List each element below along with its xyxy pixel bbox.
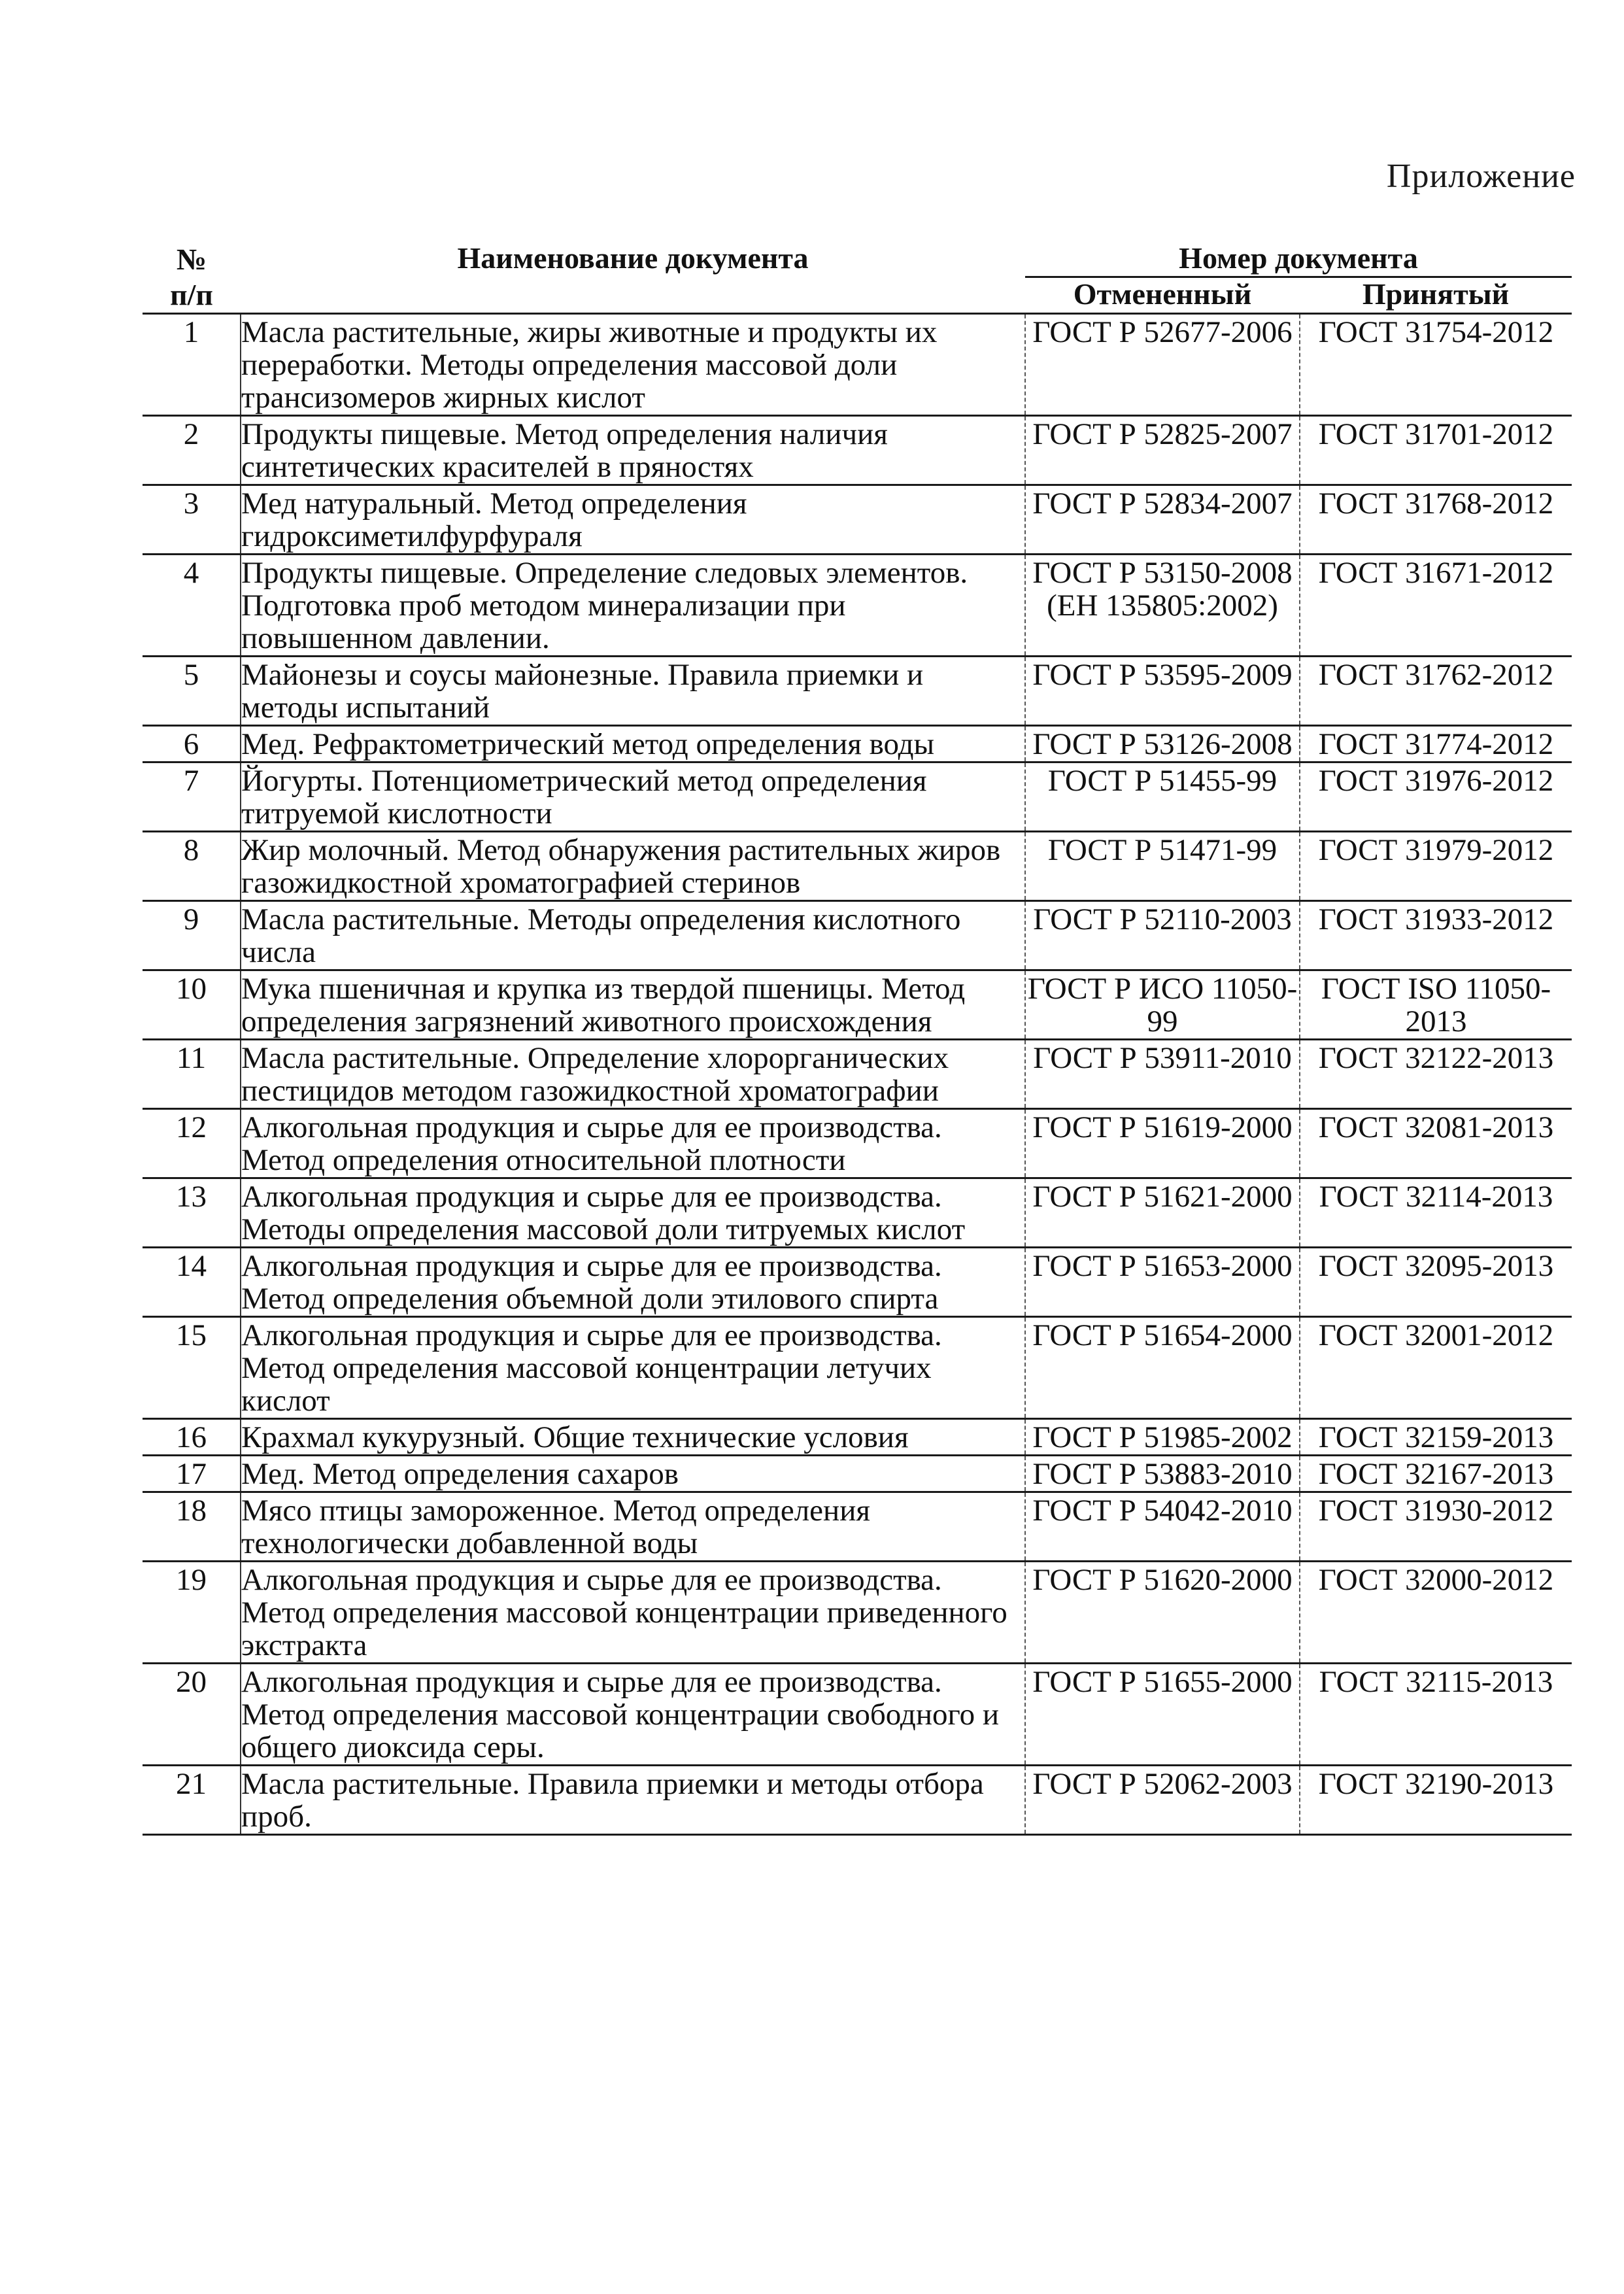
cancelled-document-number: ГОСТ Р 53911-2010 <box>1025 1040 1300 1109</box>
document-name: Алкогольная продукция и сырье для ее производства. Метод определения объемной доли этилового спирта <box>241 1248 1025 1317</box>
adopted-document-number: ГОСТ 31762-2012 <box>1300 657 1572 726</box>
cancelled-document-number: ГОСТ Р 51653-2000 <box>1025 1248 1300 1317</box>
cancelled-document-number: ГОСТ Р 51471-99 <box>1025 832 1300 901</box>
page-heading: Приложение <box>1386 158 1576 195</box>
row-number: 12 <box>143 1109 241 1178</box>
adopted-document-number: ГОСТ 31976-2012 <box>1300 762 1572 832</box>
cancelled-document-number: ГОСТ Р 52110-2003 <box>1025 901 1300 970</box>
adopted-document-number: ГОСТ 32001-2012 <box>1300 1317 1572 1419</box>
document-name: Масла растительные. Определение хлорорганических пестицидов методом газожидкостной хроматографии <box>241 1040 1025 1109</box>
row-number: 6 <box>143 726 241 762</box>
adopted-document-number: ГОСТ 32095-2013 <box>1300 1248 1572 1317</box>
column-header-name: Наименование документа <box>241 242 1025 314</box>
table-row <box>143 762 1572 832</box>
cancelled-document-number: ГОСТ Р 52677-2006 <box>1025 314 1300 416</box>
column-header-number-line1: № <box>176 243 207 276</box>
cancelled-document-number: ГОСТ Р 53150-2008 (ЕН 135805:2002) <box>1025 555 1300 657</box>
cancelled-document-number: ГОСТ Р 52834-2007 <box>1025 485 1300 555</box>
table-row <box>143 657 1572 726</box>
document-name: Алкогольная продукция и сырье для ее производства. Метод определения массовой концентрации приведенного экстракта <box>241 1562 1025 1664</box>
adopted-document-number: ГОСТ 32000-2012 <box>1300 1562 1572 1664</box>
column-header-number <box>143 242 241 314</box>
adopted-document-number: ГОСТ 31979-2012 <box>1300 832 1572 901</box>
table-row <box>143 1317 1572 1419</box>
row-number: 3 <box>143 485 241 555</box>
document-name: Мед. Рефрактометрический метод определения воды <box>241 726 1025 762</box>
document-name: Майонезы и соусы майонезные. Правила приемки и методы испытаний <box>241 657 1025 726</box>
adopted-document-number: ГОСТ 31754-2012 <box>1300 314 1572 416</box>
document-name: Алкогольная продукция и сырье для ее производства. Методы определения массовой доли титруемых кислот <box>241 1178 1025 1248</box>
table-row <box>143 1664 1572 1766</box>
adopted-document-number: ГОСТ 32190-2013 <box>1300 1766 1572 1835</box>
table-row <box>143 901 1572 970</box>
adopted-document-number: ГОСТ 31933-2012 <box>1300 901 1572 970</box>
cancelled-document-number: ГОСТ Р 51621-2000 <box>1025 1178 1300 1248</box>
row-number: 11 <box>143 1040 241 1109</box>
row-number: 9 <box>143 901 241 970</box>
table-row <box>143 1562 1572 1664</box>
document-name: Масла растительные. Правила приемки и методы отбора проб. <box>241 1766 1025 1835</box>
table-row <box>143 1040 1572 1109</box>
document-name: Мед. Метод определения сахаров <box>241 1456 1025 1492</box>
column-header-new: Принятый <box>1300 277 1572 314</box>
document-name: Алкогольная продукция и сырье для ее производства. Метод определения массовой концентрации свободного и общего диоксида серы. <box>241 1664 1025 1766</box>
document-name: Крахмал кукурузный. Общие технические условия <box>241 1419 1025 1456</box>
document-name: Масла растительные. Методы определения кислотного числа <box>241 901 1025 970</box>
row-number: 17 <box>143 1456 241 1492</box>
row-number: 4 <box>143 555 241 657</box>
cancelled-document-number: ГОСТ Р 53595-2009 <box>1025 657 1300 726</box>
adopted-document-number: ГОСТ 31774-2012 <box>1300 726 1572 762</box>
row-number: 2 <box>143 416 241 485</box>
adopted-document-number: ГОСТ ISO 11050-2013 <box>1300 970 1572 1040</box>
row-number: 14 <box>143 1248 241 1317</box>
row-number: 20 <box>143 1664 241 1766</box>
adopted-document-number: ГОСТ 32081-2013 <box>1300 1109 1572 1178</box>
document-name: Мед натуральный. Метод определения гидроксиметилфурфураля <box>241 485 1025 555</box>
row-number: 16 <box>143 1419 241 1456</box>
adopted-document-number: ГОСТ 31930-2012 <box>1300 1492 1572 1562</box>
adopted-document-number: ГОСТ 32167-2013 <box>1300 1456 1572 1492</box>
document-name: Йогурты. Потенциометрический метод определения титруемой кислотности <box>241 762 1025 832</box>
document-name: Алкогольная продукция и сырье для ее производства. Метод определения относительной плотности <box>241 1109 1025 1178</box>
table-row <box>143 1178 1572 1248</box>
cancelled-document-number: ГОСТ Р 53883-2010 <box>1025 1456 1300 1492</box>
document-name: Мука пшеничная и крупка из твердой пшеницы. Метод определения загрязнений животного происхождения <box>241 970 1025 1040</box>
row-number: 10 <box>143 970 241 1040</box>
cancelled-document-number: ГОСТ Р 51985-2002 <box>1025 1419 1300 1456</box>
cancelled-document-number: ГОСТ Р 51620-2000 <box>1025 1562 1300 1664</box>
adopted-document-number: ГОСТ 32122-2013 <box>1300 1040 1572 1109</box>
documents-table <box>143 242 1572 1836</box>
table-row <box>143 485 1572 555</box>
table-row <box>143 970 1572 1040</box>
document-name: Мясо птицы замороженное. Метод определения технологически добавленной воды <box>241 1492 1025 1562</box>
column-header-number-line2: п/п <box>170 278 213 311</box>
adopted-document-number: ГОСТ 32159-2013 <box>1300 1419 1572 1456</box>
table-row <box>143 832 1572 901</box>
row-number: 13 <box>143 1178 241 1248</box>
table-row <box>143 555 1572 657</box>
row-number: 21 <box>143 1766 241 1835</box>
document-name: Продукты пищевые. Метод определения наличия синтетических красителей в пряностях <box>241 416 1025 485</box>
table-row <box>143 1248 1572 1317</box>
adopted-document-number: ГОСТ 31768-2012 <box>1300 485 1572 555</box>
cancelled-document-number: ГОСТ Р 53126-2008 <box>1025 726 1300 762</box>
cancelled-document-number: ГОСТ Р 51654-2000 <box>1025 1317 1300 1419</box>
table-row <box>143 1492 1572 1562</box>
document-name: Алкогольная продукция и сырье для ее производства. Метод определения массовой концентрации летучих кислот <box>241 1317 1025 1419</box>
row-number: 8 <box>143 832 241 901</box>
adopted-document-number: ГОСТ 31701-2012 <box>1300 416 1572 485</box>
row-number: 5 <box>143 657 241 726</box>
document-name: Масла растительные, жиры животные и продукты их переработки. Методы определения массовой доли трансизомеров жирных кислот <box>241 314 1025 416</box>
row-number: 1 <box>143 314 241 416</box>
row-number: 15 <box>143 1317 241 1419</box>
table-row <box>143 314 1572 416</box>
row-number: 7 <box>143 762 241 832</box>
table-body <box>143 314 1572 1835</box>
document-name: Жир молочный. Метод обнаружения растительных жиров газожидкостной хроматографией стеринов <box>241 832 1025 901</box>
table-row <box>143 1419 1572 1456</box>
table-row <box>143 1766 1572 1835</box>
cancelled-document-number: ГОСТ Р 54042-2010 <box>1025 1492 1300 1562</box>
adopted-document-number: ГОСТ 31671-2012 <box>1300 555 1572 657</box>
cancelled-document-number: ГОСТ Р 51619-2000 <box>1025 1109 1300 1178</box>
column-group-header: Номер документа <box>1025 242 1572 277</box>
row-number: 18 <box>143 1492 241 1562</box>
cancelled-document-number: ГОСТ Р 52825-2007 <box>1025 416 1300 485</box>
adopted-document-number: ГОСТ 32115-2013 <box>1300 1664 1572 1766</box>
cancelled-document-number: ГОСТ Р 51655-2000 <box>1025 1664 1300 1766</box>
row-number: 19 <box>143 1562 241 1664</box>
table-row <box>143 1109 1572 1178</box>
cancelled-document-number: ГОСТ Р 51455-99 <box>1025 762 1300 832</box>
column-header-old: Отмененный <box>1025 277 1300 314</box>
adopted-document-number: ГОСТ 32114-2013 <box>1300 1178 1572 1248</box>
table-row <box>143 1456 1572 1492</box>
table-row <box>143 726 1572 762</box>
cancelled-document-number: ГОСТ Р ИСО 11050-99 <box>1025 970 1300 1040</box>
document-name: Продукты пищевые. Определение следовых элементов. Подготовка проб методом минерализации при повышенном давлении. <box>241 555 1025 657</box>
table-row <box>143 416 1572 485</box>
cancelled-document-number: ГОСТ Р 52062-2003 <box>1025 1766 1300 1835</box>
